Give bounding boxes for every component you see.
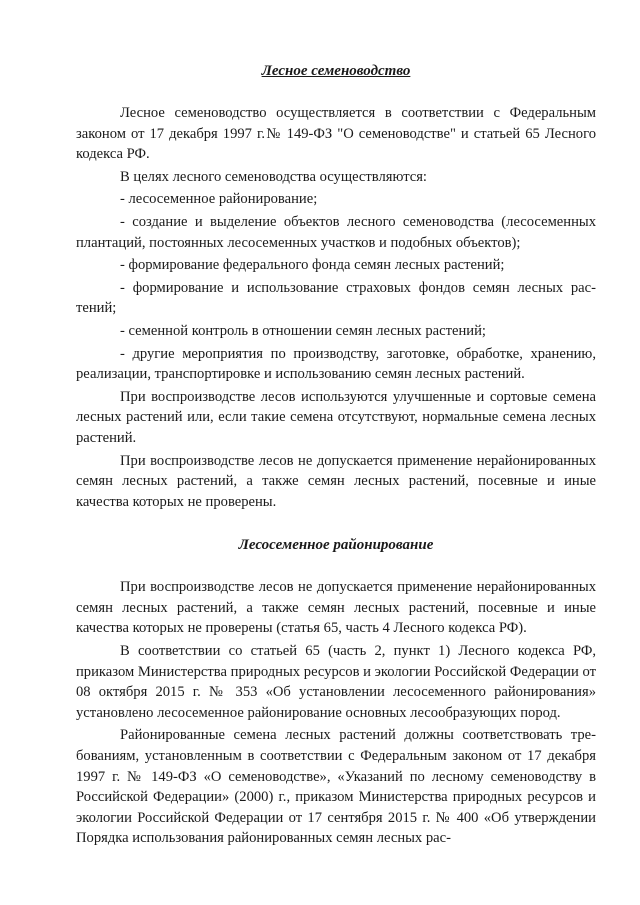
section-title-forest-seed-production [76,62,596,81]
paragraph: При воспроизводстве лесов используются улучшенные и сортовые семена лесных растений или, если такие семена отсутствуют, нормальные семена лесных растений. [76,388,596,446]
list-item: - формирование и использование страховых фондов семян лесных растений; [76,279,596,317]
paragraph: При воспроизводстве лесов не допускается применение нерайонированных семян лесных растений, а также семян лесных растений, посевные и иные качества которых не проверены. [76,452,596,510]
list-item: - другие мероприятия по производству, заготовке, обработке, хранению, реализации, транспортировке и использованию семян лесных растений. [76,345,596,383]
list-item: - семенной контроль в отношении семян лесных растений; [120,322,486,339]
paragraph: При воспроизводстве лесов не допускается применение нерайонированных семян лесных растений, а также семян лесных растений, посевные и иные качества которых не проверены (статья 65, часть 4 Лесного кодекса РФ). [76,579,596,637]
list-item: - лесосеменное районирование; [120,191,318,208]
paragraph: Лесное семеноводство осуществляется в соответствии с Федеральным законом от 17 декабря 1997 г.№ 149-ФЗ "О семеноводстве" и статьей 65 Лесного кодекса РФ. [76,105,596,163]
section-title-text: Лесосеменное районирование [238,537,434,554]
section-title-seed-zoning [76,536,596,555]
section-title-text: Лесное семеноводство [261,63,411,79]
list-item: - формирование федерального фонда семян лесных растений; [120,257,505,274]
paragraph: В соответствии со статьей 65 (часть 2, пункт 1) Лесного кодекса РФ, приказом Министерства природных ресурсов и экологии Российской Федерации от 08 октября 2015 г. № 353 «Об установлении лесосеменного районирования» установлено лесосеменное районирование основных лесообразующих пород. [76,643,596,721]
paragraph: В целях лесного семеноводства осуществляются: [120,168,427,185]
list-item: - создание и выделение объектов лесного семеноводства (лесосеменных плантаций, постоянных лесосеменных участков и подобных объектов); [76,213,596,251]
paragraph: Районированные семена лесных растений должны соответствовать требованиям, установленным в соответствии с Федеральным законом от 17 декабря 1997 г. № 149-ФЗ «О семеноводстве», «Указаний по лесному семеноводству в Российской Федерации» (2000) г., приказом Министерства природных ресурсов и экологии Российской Федерации от 17 сентября 2015 г. № 400 «Об утверждении Порядка использования районированных семян лесных рас- [76,727,596,847]
